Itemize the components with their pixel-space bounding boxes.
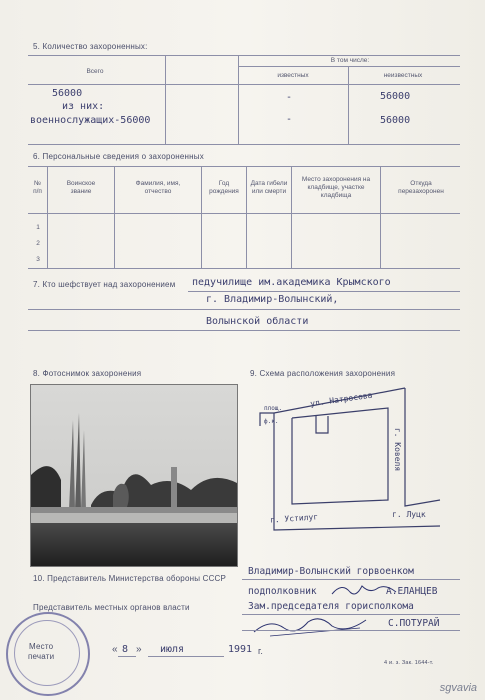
col-year-header: Год рождения: [209, 180, 239, 195]
date-close-quote: »: [136, 644, 142, 655]
col-total-header: Всего: [86, 68, 104, 75]
street-right-label: г. Ковеля: [393, 427, 403, 472]
date-day: 8: [122, 644, 129, 655]
patron-line-1: педучилище им.академика Крымского: [192, 277, 391, 288]
date-open-quote: «: [112, 644, 118, 655]
local-official-name: С.ПОТУРАЙ: [388, 618, 440, 629]
officer-signature: [330, 580, 400, 600]
date-month: июля: [160, 644, 185, 655]
section-8-title: 8. Фотоснимок захоронения: [33, 369, 142, 378]
patron-line-3: Волынской области: [206, 316, 309, 327]
unknown-value-1: 56000: [380, 91, 411, 102]
col-from-header: Откуда перезахоронен: [398, 180, 444, 195]
col-known-header: известных: [277, 72, 309, 79]
officer-rank: подполковник: [248, 586, 317, 597]
col-rank-header: Воинское звание: [66, 180, 96, 195]
known-dash-1: -: [286, 92, 293, 103]
col-unknown-header: неизвестных: [383, 72, 423, 79]
fe-label: ф.к.: [264, 418, 279, 425]
section-7-title: 7. Кто шефствует над захоронением: [33, 280, 176, 289]
street-bottom2-label: г. Луцк: [392, 510, 426, 519]
square-label: площ.: [264, 405, 283, 412]
stamp-place-label: Место печати: [28, 642, 55, 661]
local-signature: [250, 610, 370, 640]
row-num-2: 2: [36, 240, 40, 247]
military-office: Владимир-Волынский горвоенком: [248, 566, 414, 577]
date-year: 1991: [228, 644, 253, 655]
section-10-title: 10. Представитель Министерства обороны СССР: [33, 574, 227, 583]
col-no-header: № п/п: [33, 180, 42, 195]
of-them-label: из них:: [62, 101, 105, 112]
col-incl-header: В том числе:: [330, 57, 370, 64]
row-num-3: 3: [36, 256, 40, 263]
unknown-value-2: 56000: [380, 115, 411, 126]
patron-line-2: г. Владимир-Волынский,: [206, 294, 339, 305]
watermark: sgvavia: [439, 682, 477, 694]
section-9-title: 9. Схема расположения захоронения: [250, 369, 396, 378]
military-count: военнослужащих-56000: [30, 115, 151, 126]
col-death-header: Дата гибели или смерти: [250, 180, 288, 195]
local-official-title: Зам.председателя горисполкома: [248, 601, 414, 612]
section-6-title: 6. Персональные сведения о захороненных: [33, 152, 204, 161]
section-5-title: 5. Количество захороненных:: [33, 42, 148, 51]
street-bottom-label: г. Устилуг: [269, 512, 319, 525]
street-top-label: ул. Натросова: [309, 390, 373, 409]
total-value: 56000: [52, 88, 83, 99]
row-num-1: 1: [36, 224, 40, 231]
local-authority-title: Представитель местных органов власти: [33, 603, 190, 612]
col-name-header: Фамилия, имя, отчество: [135, 180, 181, 195]
known-dash-2: -: [286, 114, 293, 125]
memorial-photo: [30, 384, 238, 567]
col-place-header: Место захоронения на кладбище, участке кладбища: [301, 176, 371, 199]
date-year-suffix: г.: [258, 646, 264, 656]
print-note: 4 и. з. Зак. 1644-т.: [384, 660, 434, 666]
officer-name: А.ЕЛАНЦЕВ: [386, 586, 438, 597]
